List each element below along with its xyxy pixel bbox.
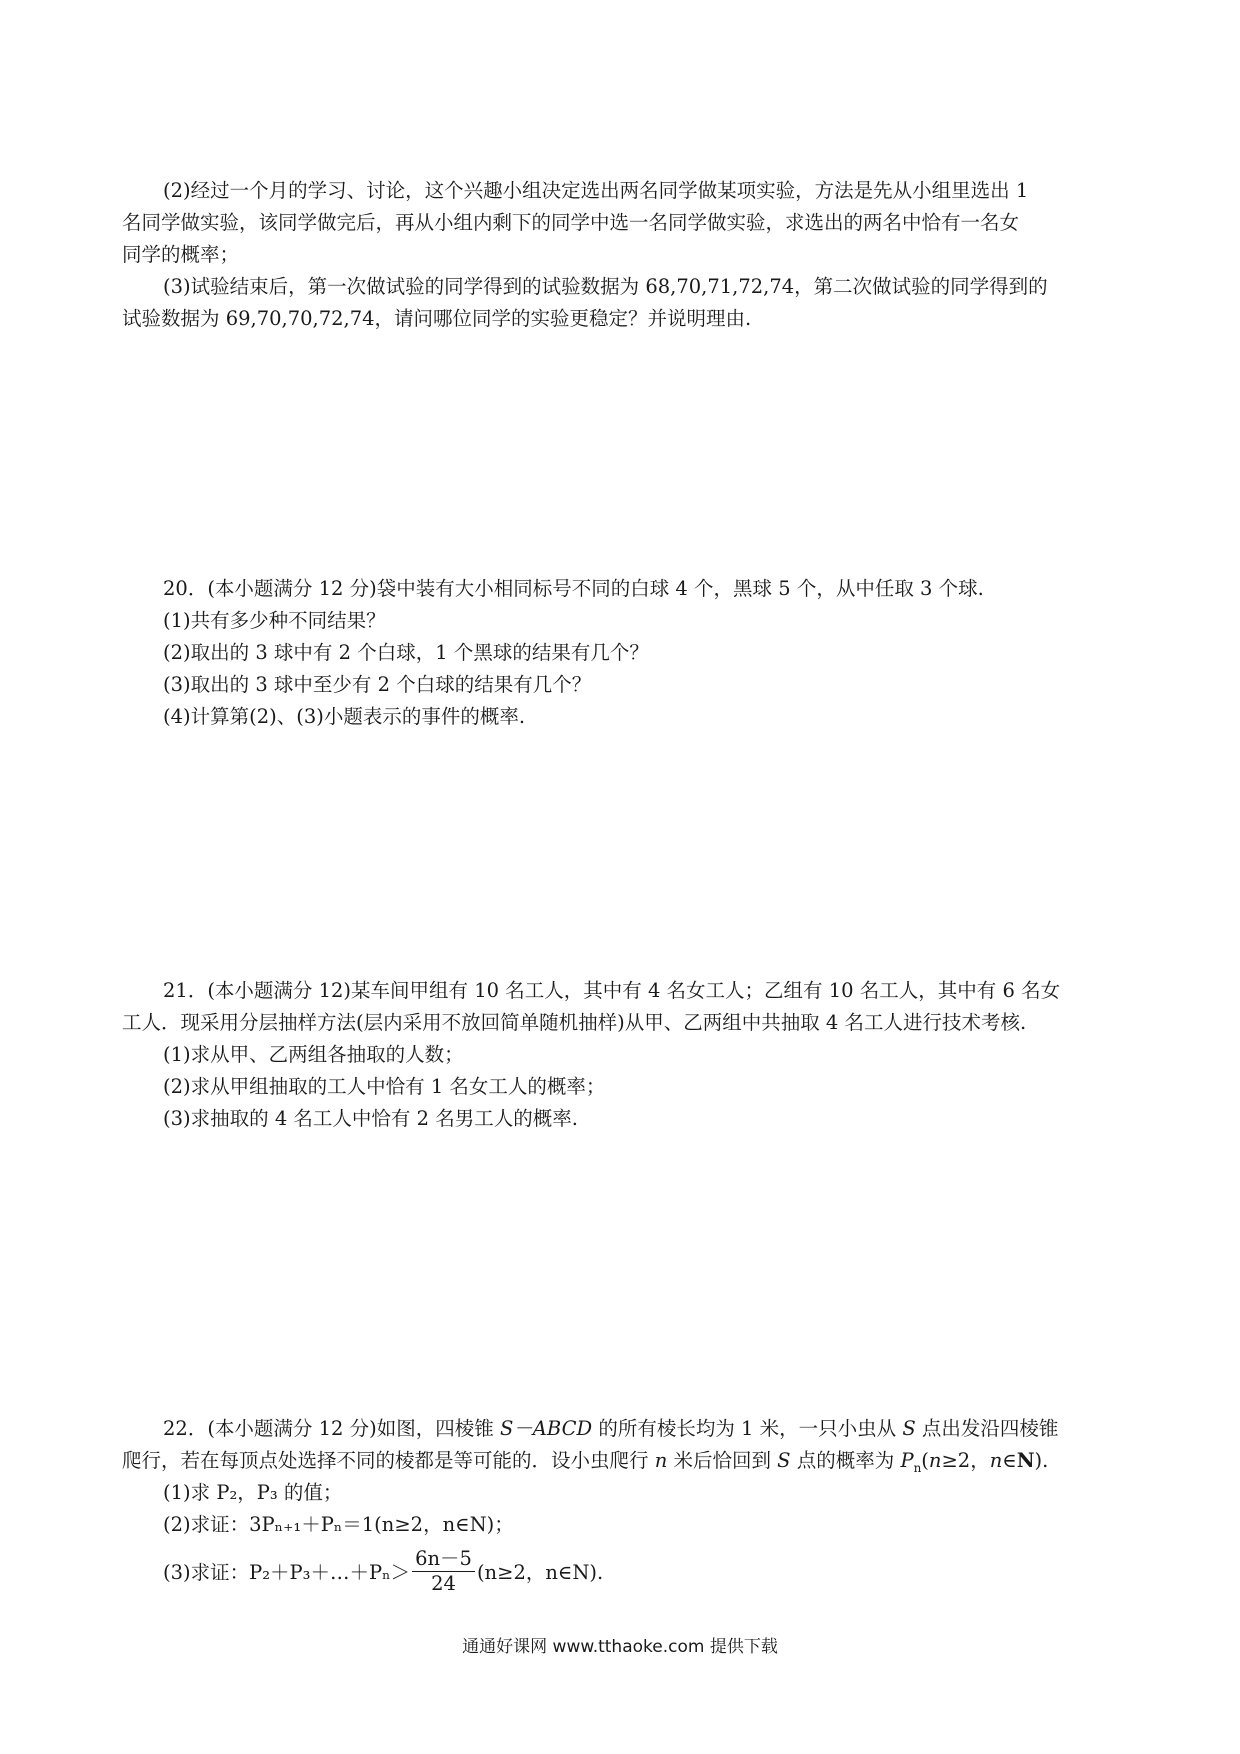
q20-stem: 20．(本小题满分 12 分)袋中装有大小相同标号不同的白球 4 个，黑球 5 个，从中任取 3 个球. <box>163 577 984 600</box>
q19-part3-line2: 试验数据为 69,70,70,72,74，请问哪位同学的实验更稳定？并说明理由. <box>122 307 752 330</box>
q22-set-n: N <box>1016 1449 1035 1472</box>
q22-stem-line1 <box>163 1416 1058 1442</box>
q22-var-n: n <box>654 1449 668 1472</box>
q22-var-s: S <box>777 1449 791 1472</box>
q22-var-n3: n <box>989 1449 1003 1472</box>
q22-fraction-denominator: 24 <box>431 1572 456 1595</box>
q22-l2-text-c: 点的概率为 <box>790 1449 901 1472</box>
q22-part3-suffix: (n≥2，n∈N). <box>476 1561 604 1584</box>
q21-stem-line2: 工人．现采用分层抽样方法(层内采用不放回简单随机抽样)从甲、乙两组中共抽取 4 名工人进行技术考核. <box>122 1011 1027 1034</box>
q20-part4: (4)计算第(2)、(3)小题表示的事件的概率. <box>163 705 526 728</box>
q22-fraction-numerator: 6n－5 <box>412 1547 475 1572</box>
q22-vertex-s: S <box>902 1417 916 1440</box>
q22-l2-text-b: 米后恰回到 <box>667 1449 778 1472</box>
q22-part2: (2)求证：3Pₙ₊₁＋Pₙ＝1(n≥2，n∈N)； <box>163 1513 514 1536</box>
q22-stem-line2 <box>122 1448 1048 1481</box>
q22-l2-text-f: ∈ <box>1002 1449 1017 1472</box>
q22-stem-text-a: 22．(本小题满分 12 分)如图，四棱锥 <box>163 1417 500 1440</box>
q22-l2-text-a: 爬行，若在每顶点处选择不同的棱都是等可能的．设小虫爬行 <box>122 1449 655 1472</box>
q22-part1: (1)求 P₂，P₃ 的值； <box>163 1481 343 1504</box>
q22-pyramid-name: S－ABCD <box>499 1417 593 1440</box>
q21-stem-line1: 21．(本小题满分 12)某车间甲组有 10 名工人，其中有 4 名女工人；乙组有 10 名工人，其中有 6 名女 <box>163 979 1061 1002</box>
q22-var-p: P <box>900 1449 914 1472</box>
q19-part2-line1: (2)经过一个月的学习、讨论，这个兴趣小组决定选出两名同学做某项实验，方法是先从小组里选出 1 <box>163 179 1029 202</box>
q19-part2-line3: 同学的概率； <box>122 243 240 266</box>
q22-var-n2: n <box>928 1449 942 1472</box>
q20-part2: (2)取出的 3 球中有 2 个白球，1 个黑球的结果有几个？ <box>163 641 649 664</box>
q20-part3: (3)取出的 3 球中至少有 2 个白球的结果有几个？ <box>163 673 592 696</box>
q19-part3-line1: (3)试验结束后，第一次做试验的同学得到的试验数据为 68,70,71,72,74，第二次做试验的同学得到的 <box>163 275 1048 298</box>
q22-l2-text-d: ( <box>921 1449 929 1472</box>
q22-l2-text-g: ). <box>1034 1449 1049 1472</box>
q22-l2-text-e: ≥2， <box>941 1449 990 1472</box>
q20-part1: (1)共有多少种不同结果？ <box>163 609 386 632</box>
q19-part2-line2: 名同学做实验，该同学做完后，再从小组内剩下的同学中选一名同学做实验，求选出的两名中恰有一名女 <box>122 211 1020 234</box>
q21-part2: (2)求从甲组抽取的工人中恰有 1 名女工人的概率； <box>163 1075 606 1098</box>
q22-part3-prefix: (3)求证：P₂＋P₃＋…＋Pₙ＞ <box>163 1561 411 1584</box>
q21-part3: (3)求抽取的 4 名工人中恰有 2 名男工人的概率. <box>163 1107 578 1130</box>
q22-part3 <box>163 1548 603 1598</box>
q22-var-p-sub: n <box>913 1460 922 1475</box>
q22-fraction <box>412 1547 475 1596</box>
q21-part1: (1)求从甲、乙两组各抽取的人数； <box>163 1043 464 1066</box>
q22-stem-text-c: 的所有棱长均为 1 米，一只小虫从 <box>592 1417 903 1440</box>
q22-stem-text-e: 点出发沿四棱锥 <box>915 1417 1059 1440</box>
page-footer: 通通好课网 www.tthaoke.com 提供下载 <box>462 1637 778 1657</box>
